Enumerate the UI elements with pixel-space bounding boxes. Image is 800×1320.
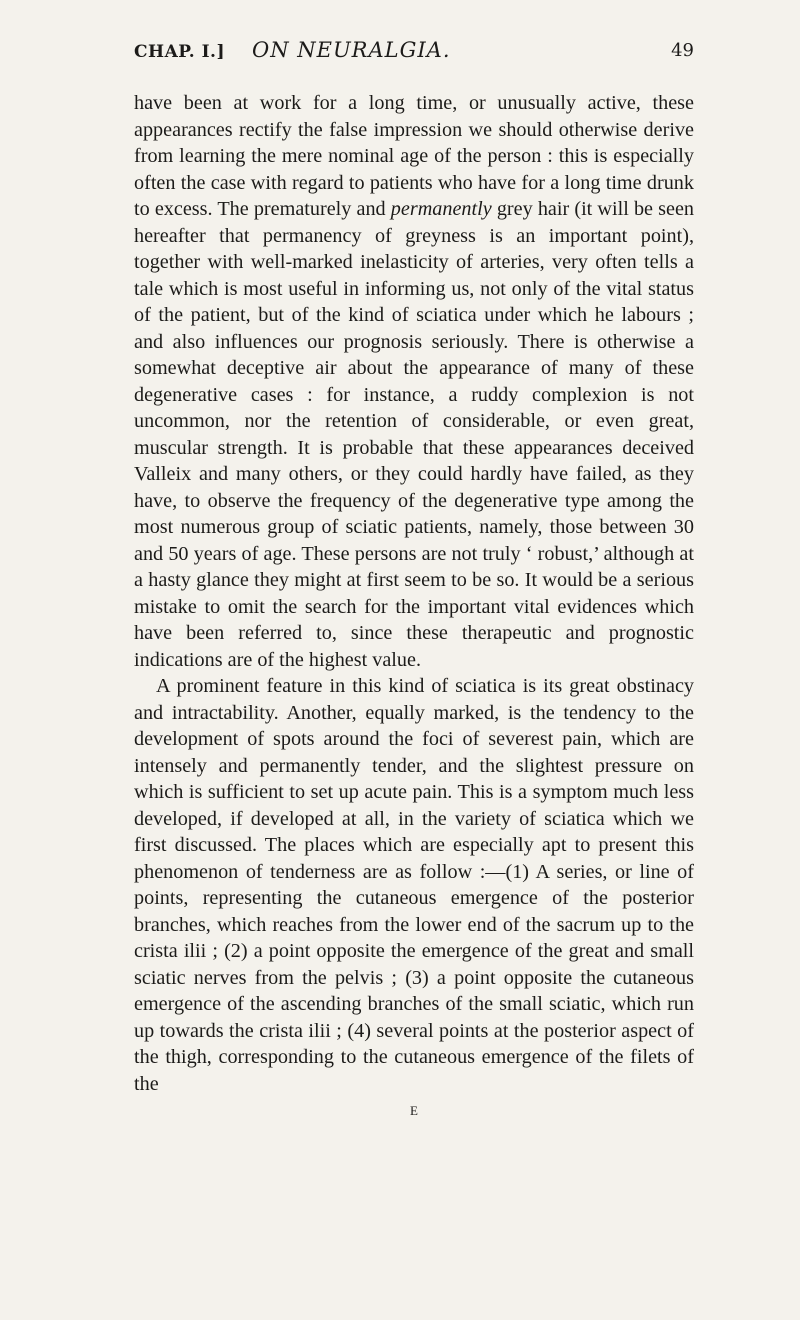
paragraph-1 [134,90,694,673]
running-title: ON NEURALGIA. [252,38,451,62]
paragraph-2-text: A prominent feature in this kind of sciatica is its great obstinacy and intractability. Another, equally marked, is the tendency to the development of spots around the foci of severest pain, which are intensely and permanently tender, and the slightest pressure on which is sufficient to set up acute pain. This is a symptom much less developed, if developed at all, in the variety of sciatica which we first discussed. The places which are especially apt to present this phenomenon of tenderness are as follow :—(1) A series, or line of points, representing the cutaneous emergence of the posterior branches, which reaches from the lower end of the sacrum up to the crista ilii ; (2) a point opposite the emergence of the great and small sciatic nerves from the pelvis ; (3) a point opposite the cutaneous emergence of the ascending branches of the small sciatic, which run up towards the crista ilii ; (4) several points at the posterior aspect of the thigh, corresponding to the cutaneous emergence of the filets of the [134,675,694,1095]
paragraph-1-emphasis: permanently [390,198,492,220]
chapter-label: CHAP. I.] [134,42,226,62]
signature-mark: E [410,1103,418,1118]
book-page [134,36,694,1119]
running-header [134,36,694,76]
page-number: 49 [671,40,694,61]
paragraph-1-text-b: grey hair (it will be seen hereafter that permanency of greyness is an important point), together with well-marked inelasticity of arteries, very often tells a tale which is most useful in informing us, not only of the vital status of the patient, but of the kind of sciatica under which he labours ; and also influences our prognosis seriously. There is otherwise a somewhat deceptive air about the appearance of many of these degenerative cases : for instance, a ruddy complexion is not uncommon, nor the retention of considerable, or even great, muscular strength. It is probable that these appearances deceived Valleix and many others, or they could hardly have failed, as they have, to observe the frequency of the degenerative type among the most numerous group of sciatic patients, namely, those between 30 and 50 years of age. These persons are not truly ‘ robust,’ although at a hasty glance they might at first seem to be so. It would be a serious mistake to omit the search for the important vital evidences which have been referred to, since these therapeutic and prognostic indications are of the highest value. [134,198,694,671]
paragraph-1-text-a: have been at work for a long time, or unusually active, these appearances rectify the false impression we should otherwise derive from learning the mere nominal age of the person : this is especially often the case with regard to patients who have for a long time drunk to excess. The prematurely and [134,92,694,220]
body-text [134,90,694,1097]
paragraph-2 [134,673,694,1097]
